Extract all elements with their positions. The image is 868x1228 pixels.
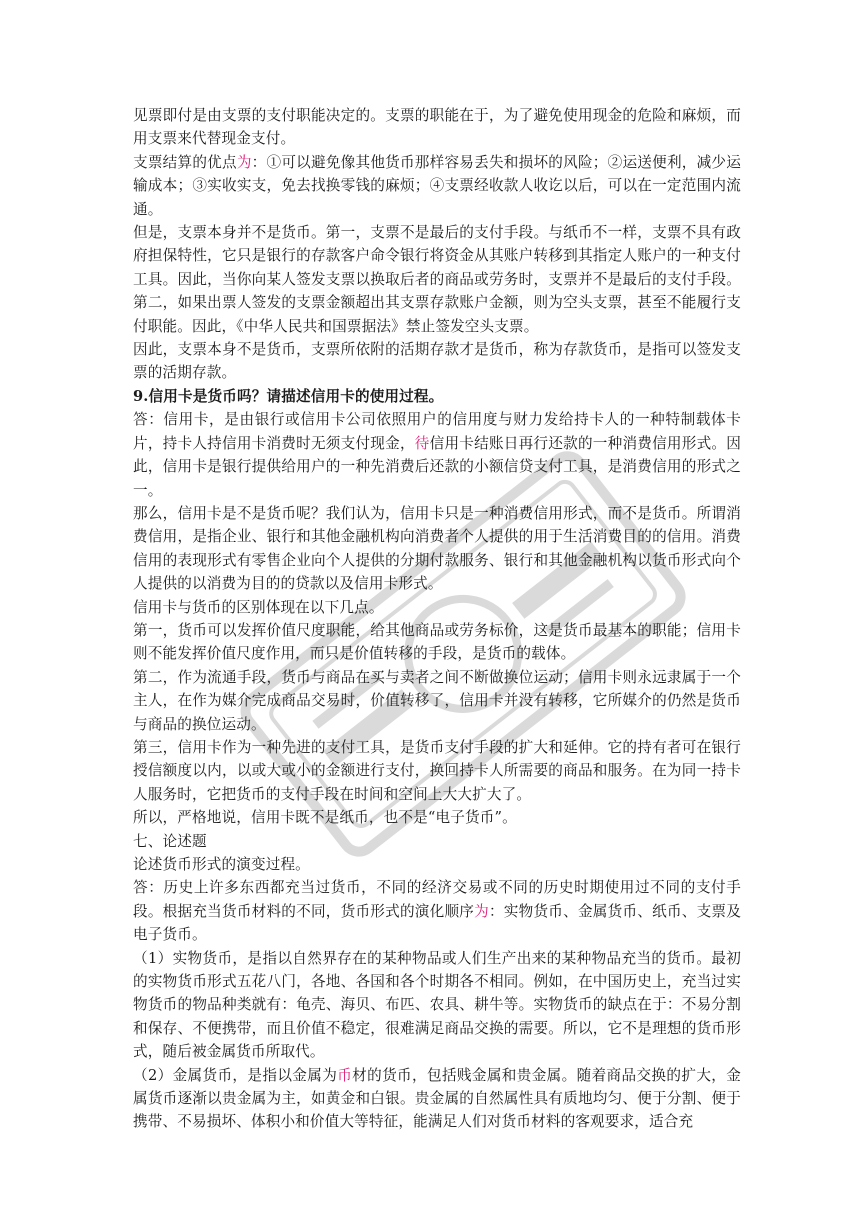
paragraph: 第二，作为流通手段，货币与商品在买与卖者之间不断做换位运动；信用卡则永远隶属于一个主人，在作为媒介完成商品交易时，价值转移了，信用卡并没有转移，它所媒介的仍然是货币与商品的换位运动。: [133, 668, 741, 733]
highlighted-char: 为: [236, 153, 252, 171]
paragraph: 见票即付是由支票的支付职能决定的。支票的职能在于，为了避免使用现金的危险和麻烦，而用支票来代替现金支付。: [133, 107, 741, 148]
paragraph: 因此，支票本身不是货币，支票所依附的活期存款才是货币，称为存款货币，是指可以签发支票的活期存款。: [133, 341, 741, 382]
paragraph: 所以，严格地说，信用卡既不是纸币，也不是“电子货币”。: [133, 809, 517, 827]
paragraph: [133, 1064, 741, 1134]
paragraph: 信用卡与货币的区别体现在以下几点。: [133, 598, 384, 616]
paragraph-text: ：实物货币、金属货币、纸币、支票及电子货币。: [133, 902, 742, 944]
question-heading: 9.信用卡是货币吗？请描述信用卡的使用过程。: [133, 387, 444, 405]
paragraph-text: ：①可以避免像其他货币那样容易丢失和损坏的风险；②运送便利，减少运输成本；③实收实支，免去找换零钱的麻烦；④支票经收款人收讫以后，可以在一定范围内流通。: [133, 153, 742, 218]
paragraph: 第一，货币可以发挥价值尺度职能，给其他商品或劳务标价，这是货币最基本的职能；信用卡则不能发挥价值尺度作用，而只是价值转移的手段，是货币的载体。: [133, 621, 741, 663]
paragraph: 那么，信用卡是不是货币呢？我们认为，信用卡只是一种消费信用形式，而不是货币。所谓消费信用，是指企业、银行和其他金融机构向消费者个人提供的用于生活消费目的的信用。消费信用的表现形式有零售企业向个人提供的分期付款服务、银行和其他金融机构以货币形式向个人提供的以消费为目的的贷款以及信用卡形式。: [133, 504, 741, 593]
paragraph: （1）实物货币，是指以自然界存在的某种物品或人们生产出来的某种物品充当的货币。最初的实物货币形式五花八门，各地、各国和各个时期各不相同。例如，在中国历史上，充当过实物货币的物品种类就有：龟壳、海贝、布匹、农具、耕牛等。实物货币的缺点在于：不易分割和保存、不便携带，而且价值不稳定，很难满足商品交换的需要。所以，它不是理想的货币形式，随后被金属货币所取代。: [133, 949, 741, 1061]
paragraph-text: （2）金属货币，是指以金属为: [133, 1066, 338, 1084]
paragraph: 第三，信用卡作为一种先进的支付工具，是货币支付手段的扩大和延伸。它的持有者可在银行授信额度以内，以或大或小的金额进行支付，换回持卡人所需要的商品和服务。在为同一持卡人服务时，它把货币的支付手段在时间和空间上大大扩大了。: [133, 738, 741, 803]
paragraph: [133, 151, 741, 221]
paragraph: 但是，支票本身并不是货币。第一，支票不是最后的支付手段。与纸币不一样，支票不具有政府担保特性，它只是银行的存款客户命令银行将资金从其账户转移到其指定人账户的一种支付工具。因此，当你向某人签发支票以换取后者的商品或劳务时，支票并不是最后的支付手段。第二，如果出票人签发的支票金额超出其支票存款账户金额，则为空头支票，甚至不能履行支付职能。因此，《中华人民共和国票据法》禁止签发空头支票。: [133, 224, 741, 335]
paragraph-text: 答：历史上许多东西都充当过货币，不同的经济交易或不同的历史时期使用过不同的支付手段。根据充当货币材料的不同，货币形式的演化顺序: [133, 879, 741, 920]
highlighted-char: 币: [337, 1066, 353, 1084]
paragraph: [133, 408, 741, 502]
section-heading: 七、论述题: [133, 832, 207, 850]
question-heading: 论述货币形式的演变过程。: [133, 856, 310, 873]
paragraph-text: 信用卡结账日再行还款的一种消费信用形式。因此，信用卡是银行提供给用户的一种先消费后还款的小额信贷支付工具，是消费信用的形式之一。: [133, 434, 742, 499]
document-body: [133, 104, 741, 1134]
paragraph-text: 支票结算的优点: [133, 153, 237, 171]
paragraph-text: 答：信用卡，是由银行或信用卡公司依照用户的信用度与财力发给持卡人的一种特制载体卡片，持卡人持信用卡消费时无须支付现金，: [133, 411, 741, 452]
paragraph-text: 材的货币，包括贱金属和贵金属。随着商品交换的扩大，金属货币逐渐以贵金属为主，如黄金和白银。贵金属的自然属性具有质地均匀、便于分割、便于携带、不易损坏、体积小和价值大等特征，能满足人们对货币材料的客观要求，适合充: [133, 1066, 741, 1131]
paragraph: [133, 876, 741, 946]
highlighted-char: 为: [474, 902, 489, 920]
highlighted-char: 待: [414, 434, 430, 452]
